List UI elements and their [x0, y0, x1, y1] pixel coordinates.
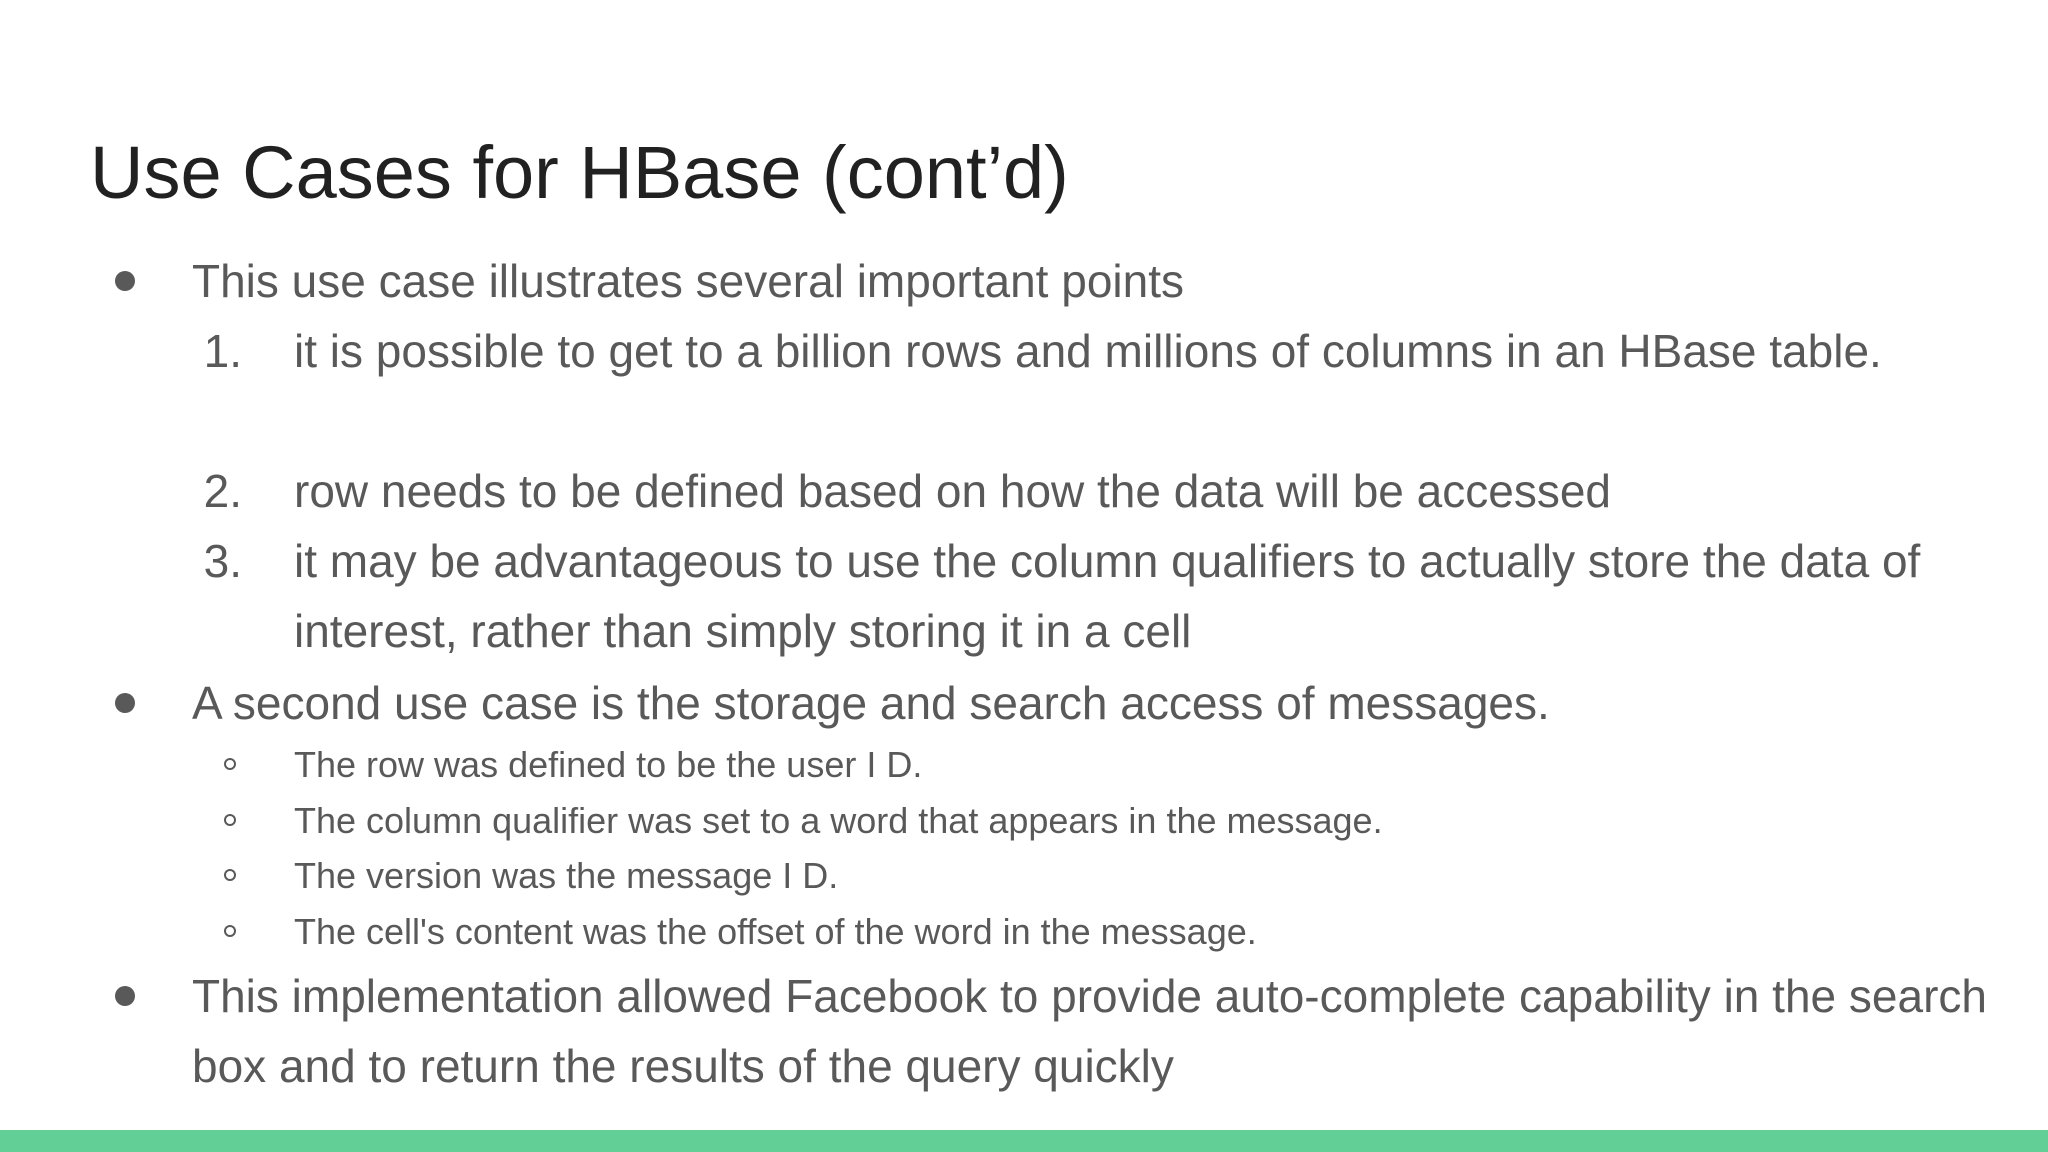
circle-bullet-icon [224, 869, 236, 881]
sub-item-4: The cell's content was the offset of the word in the message. [294, 911, 1257, 952]
bullet-text-2: A second use case is the storage and search access of messages. [192, 677, 1550, 729]
circle-bullet-icon [224, 925, 236, 937]
slide-title: Use Cases for HBase (cont’d) [90, 131, 1069, 214]
accent-footer-bar [0, 1130, 2048, 1152]
bullet-text-1: This use case illustrates several important points [192, 255, 1184, 307]
numbered-item-3: it may be advantageous to use the column qualifiers to actually store the data of interest, rather than simply storing it in a cell [294, 535, 1921, 657]
number-marker-3: 3. [203, 535, 242, 587]
sub-item-1: The row was defined to be the user I D. [294, 744, 923, 785]
sub-item-2: The column qualifier was set to a word that appears in the message. [294, 800, 1383, 841]
bullet-dot-icon [115, 693, 135, 713]
bullet-text-3: This implementation allowed Facebook to provide auto-complete capability in the search box and to return the results of the query quickly [192, 970, 1987, 1092]
numbered-item-2: row needs to be defined based on how the data will be accessed [294, 465, 1611, 517]
numbered-item-1: it is possible to get to a billion rows and millions of columns in an HBase table. [294, 325, 1882, 377]
number-marker-2: 2. [203, 465, 242, 517]
circle-bullet-icon [224, 758, 236, 770]
bullet-dot-icon [115, 986, 135, 1006]
circle-bullet-icon [224, 814, 236, 826]
bullet-dot-icon [115, 271, 135, 291]
sub-item-3: The version was the message I D. [294, 855, 839, 896]
number-marker-1: 1. [203, 325, 242, 377]
